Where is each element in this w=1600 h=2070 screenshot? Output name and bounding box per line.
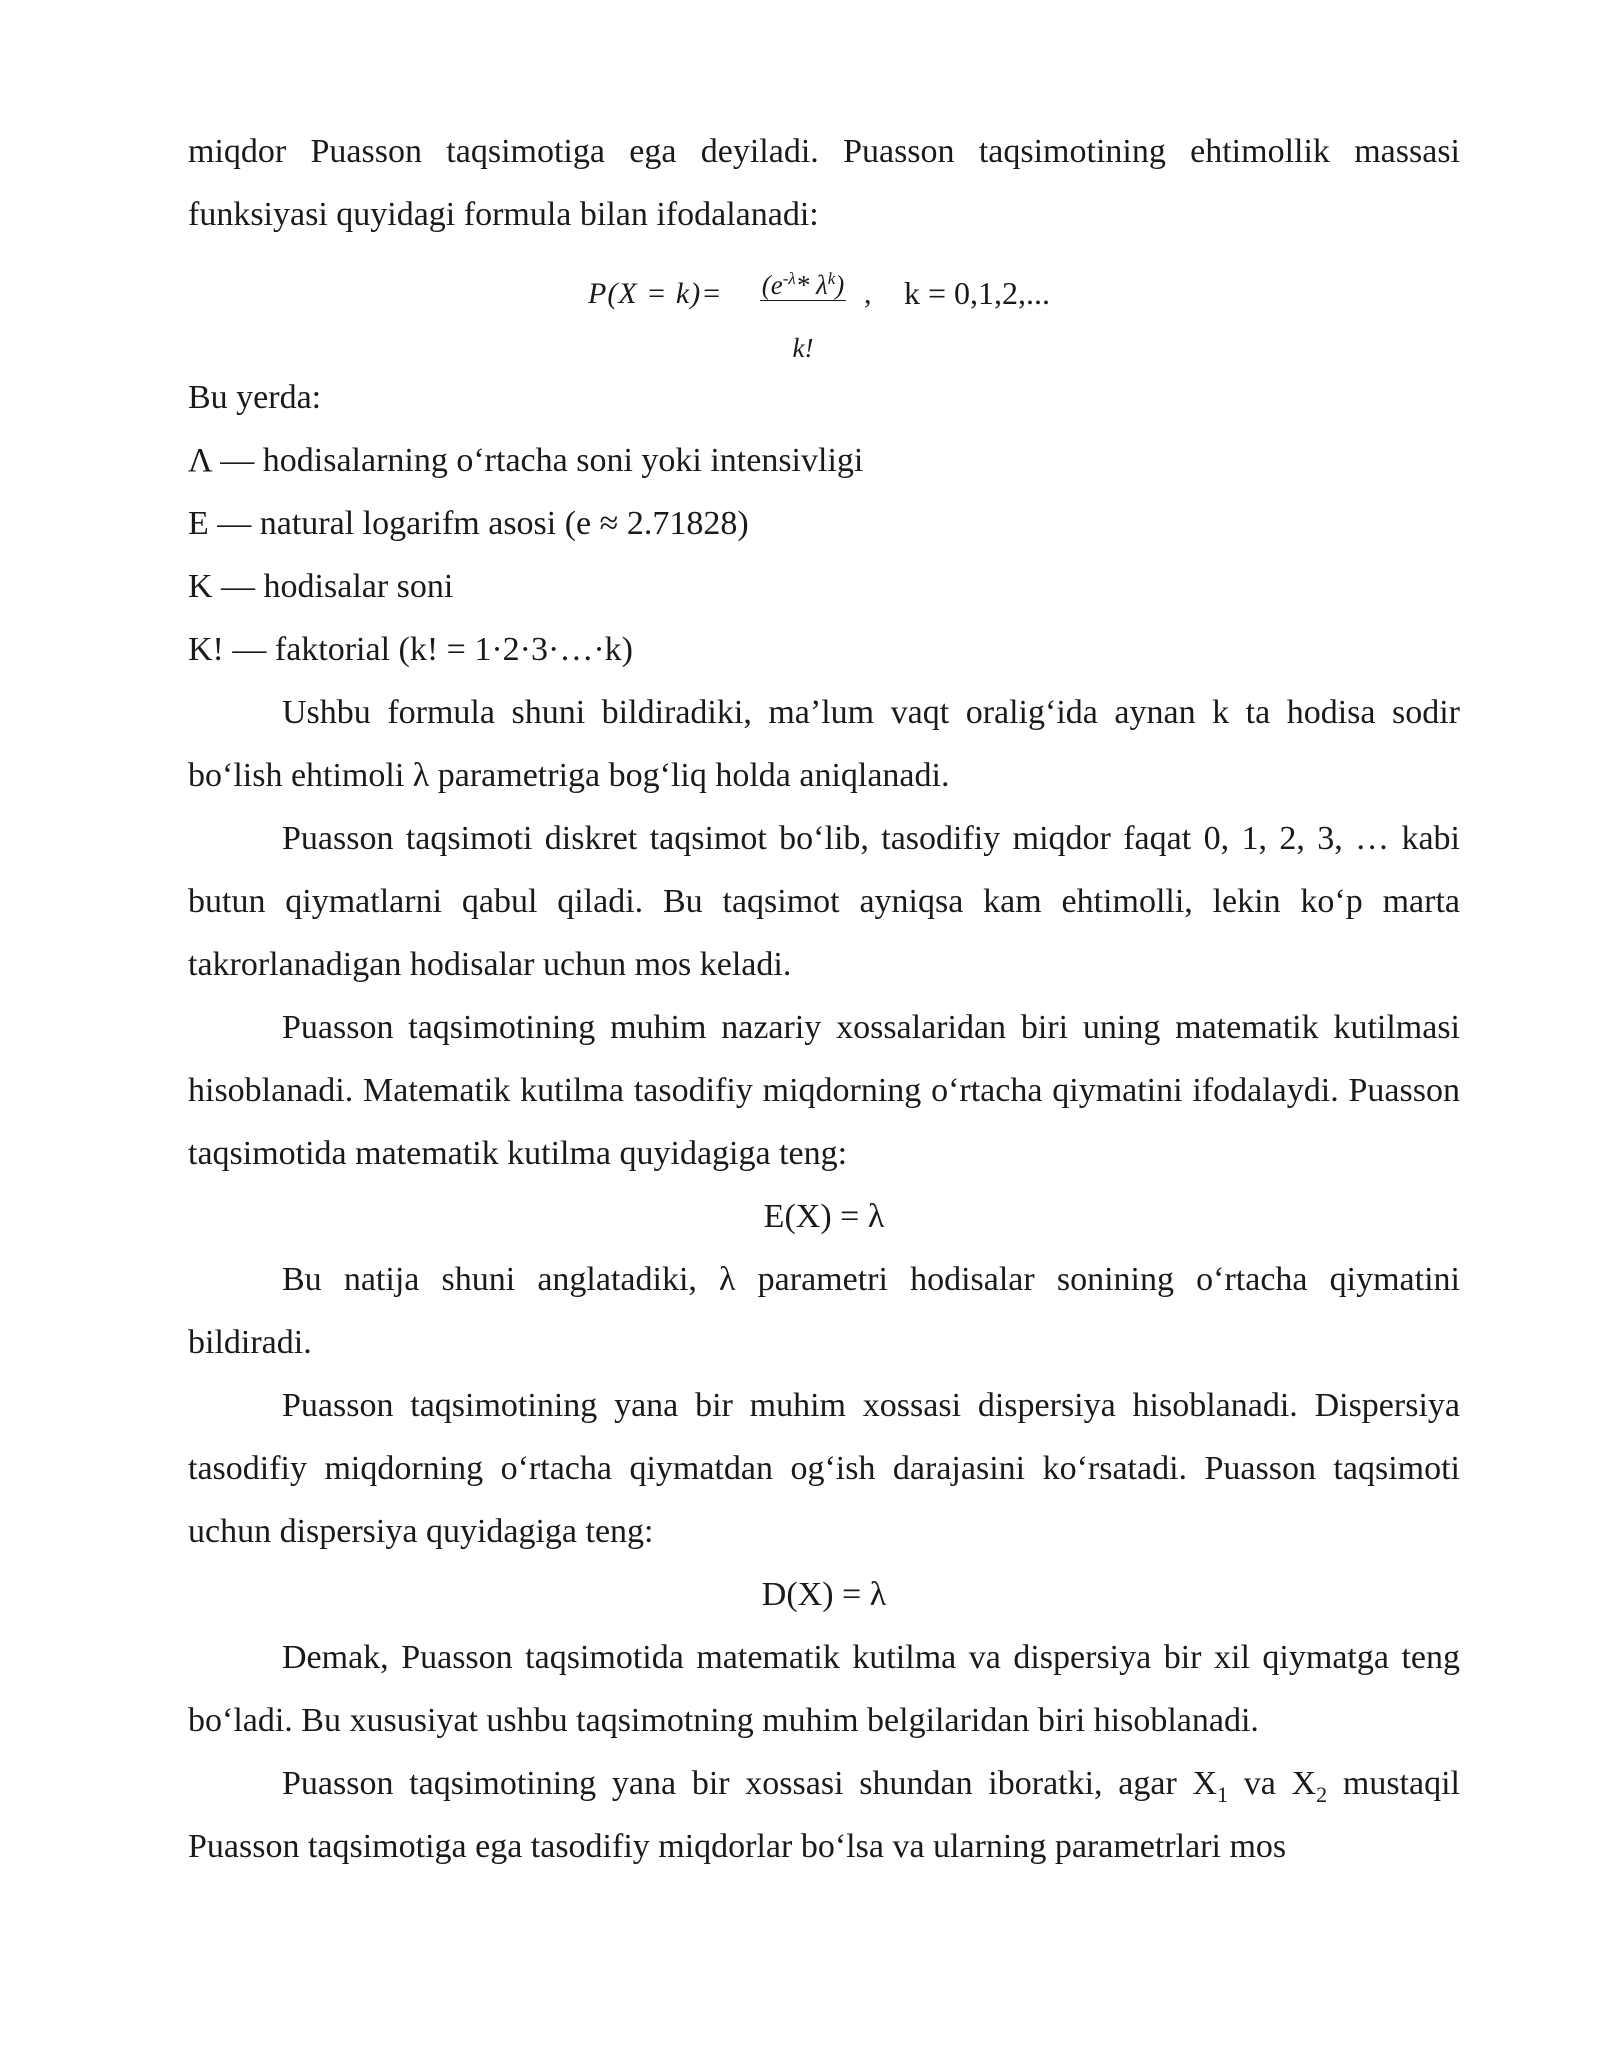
paragraph-conclusion: Demak, Puasson taqsimotida matematik kutilma va dispersiya bir xil qiymatga teng boʻladi. Bu xususiyat ushbu taqsimotning muhim belgilaridan biri hisoblanadi.	[188, 1639, 1460, 1739]
definition-factorial: K! — faktorial (k! = 1·2·3·…·k)	[188, 631, 633, 668]
formula-k-values: k = 0,1,2,...	[904, 275, 1051, 311]
definition-e: E — natural logarifm asosi (e ≈ 2.71828)	[188, 505, 749, 542]
paragraph-intro: miqdor Puasson taqsimotiga ega deyiladi. Puasson taqsimotining ehtimollik massasi funksiyasi quyidagi formula bilan ifodalanadi:	[188, 133, 1460, 233]
formula-denominator: k!	[792, 333, 814, 363]
bu-yerda-label: Bu yerda:	[188, 379, 322, 416]
paragraph-lambda-meaning: Bu natija shuni anglatadiki, λ parametri hodisalar sonining oʻrtacha qiymatini bildiradi.	[188, 1261, 1460, 1361]
paragraph-sum-property: Puasson taqsimotining yana bir xossasi shundan iboratki, agar $X_1$ va $X_2$ mustaqil Puasson taqsimotiga ega tasodifiy miqdorlar boʻlsa va ularning parametrlari mos	[188, 1765, 1460, 1865]
paragraph-formula-meaning: Ushbu formula shuni bildiradiki, maʼlum vaqt oraligʻida aynan k ta hodisa sodir boʻlish ehtimoli λ parametriga bogʻliq holda aniqlanadi.	[188, 694, 1460, 794]
formula-numerator: ($e^{-\lambda}*$ $\lambda^k$)	[761, 269, 845, 300]
definition-k: K — hodisalar soni	[188, 568, 454, 605]
definition-lambda: Λ — hodisalarning oʻrtacha soni yoki intensivligi	[188, 442, 864, 479]
paragraph-expectation: Puasson taqsimotining muhim nazariy xossalaridan biri uning matematik kutilmasi hisoblanadi. Matematik kutilma tasodifiy miqdorning oʻrtacha qiymatini ifodalaydi. Puasson taqsimotida matematik kutilma quyidagiga teng:	[188, 1009, 1460, 1172]
poisson-pmf-formula	[188, 246, 1460, 366]
formula-lhs: P(X = k)=	[588, 277, 723, 310]
formula-fraction	[743, 252, 863, 378]
document-page	[188, 120, 1460, 1878]
equation-variance: D(X) = λ	[761, 1576, 887, 1613]
formula-comma: ,	[864, 277, 872, 310]
paragraph-discrete: Puasson taqsimoti diskret taqsimot boʻlib, tasodifiy miqdor faqat 0, 1, 2, 3, … kabi butun qiymatlarni qabul qiladi. Bu taqsimot ayniqsa kam ehtimolli, lekin koʻp marta takrorlanadigan hodisalar uchun mos keladi.	[188, 820, 1460, 983]
equation-expectation: E(X) = λ	[763, 1198, 885, 1235]
paragraph-variance: Puasson taqsimotining yana bir muhim xossasi dispersiya hisoblanadi. Dispersiya tasodifiy miqdorning oʻrtacha qiymatdan ogʻish darajasini koʻrsatadi. Puasson taqsimoti uchun dispersiya quyidagiga teng:	[188, 1387, 1460, 1550]
